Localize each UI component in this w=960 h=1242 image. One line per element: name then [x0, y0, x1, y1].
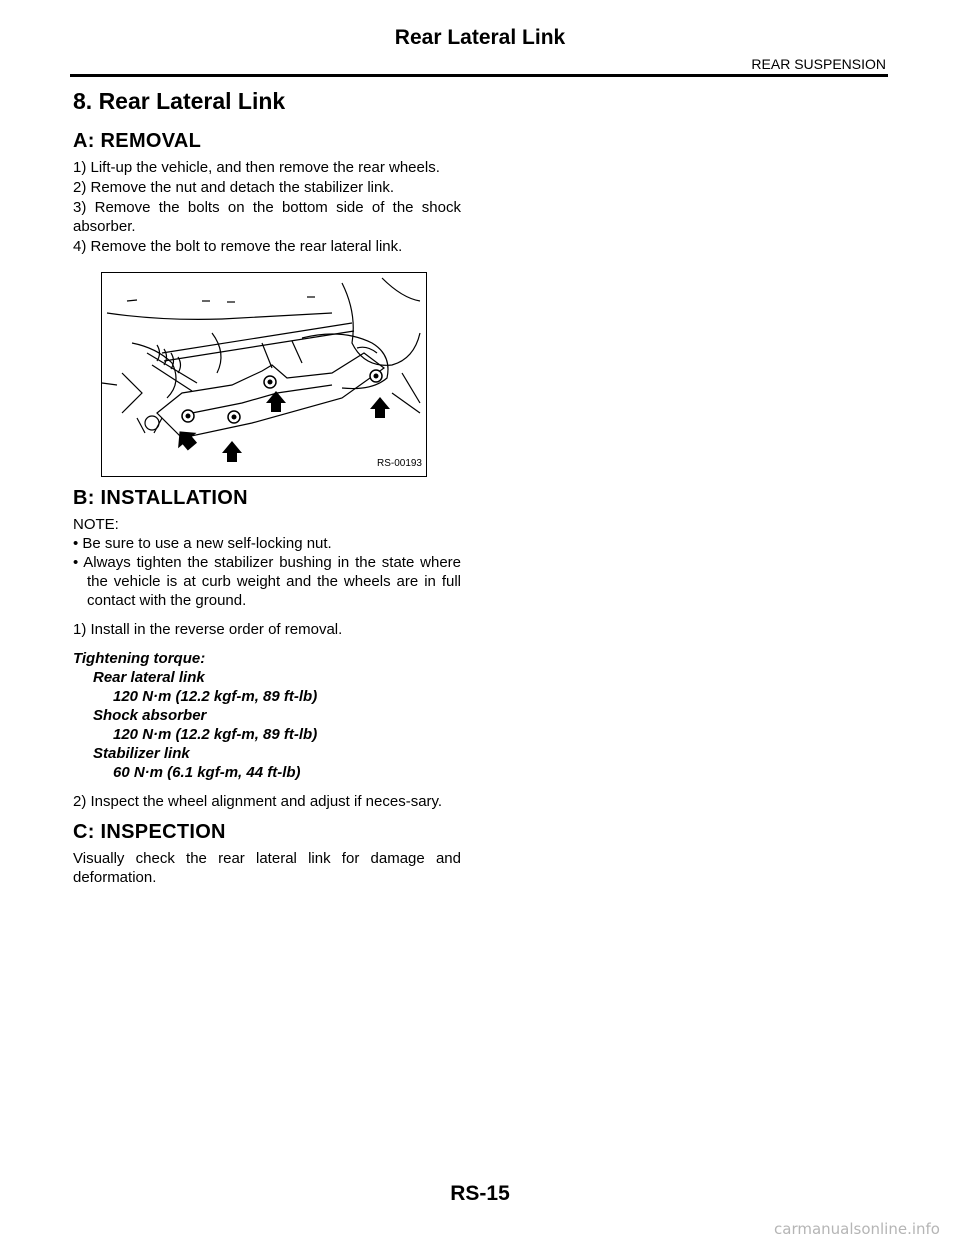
installation-step-1: 1) Install in the reverse order of removal. [73, 621, 343, 638]
removal-step-1: 1) Lift-up the vehicle, and then remove the rear wheels. [73, 159, 440, 176]
installation-heading: B: INSTALLATION [73, 487, 248, 509]
torque-part-3: Stabilizer link [93, 745, 190, 762]
page-number: RS-15 [450, 1182, 510, 1205]
installation-step-2: 2) Inspect the wheel alignment and adjust if neces-sary. [73, 793, 443, 810]
page-header-section: REAR SUSPENSION [751, 56, 886, 72]
header-rule [70, 74, 888, 77]
section-title: 8. Rear Lateral Link [73, 88, 286, 114]
content-column [73, 86, 461, 887]
torque-value-2: 120 N·m (12.2 kgf-m, 89 ft-lb) [113, 726, 318, 743]
site-watermark[interactable]: carmanualsonline.info [774, 1220, 940, 1238]
figure-code: RS-00193 [376, 458, 422, 469]
page-header-title: Rear Lateral Link [394, 26, 566, 49]
torque-value-3: 60 N·m (6.1 kgf-m, 44 ft-lb) [113, 764, 301, 781]
removal-step-2: 2) Remove the nut and detach the stabilizer link. [73, 179, 395, 196]
removal-step-4: 4) Remove the bolt to remove the rear lateral link. [73, 238, 403, 255]
inspection-heading: C: INSPECTION [73, 821, 226, 843]
note-label: NOTE: [73, 516, 119, 533]
torque-value-1: 120 N·m (12.2 kgf-m, 89 ft-lb) [113, 688, 318, 705]
lateral-link-illustration [101, 272, 427, 477]
note-item-2: • Always tighten the stabilizer bushing in the state where the vehicle is at curb weight and the wheels are in full contact with the ground. [73, 554, 461, 609]
note-item-1: • Be sure to use a new self-locking nut. [73, 535, 332, 552]
inspection-text: Visually check the rear lateral link for damage and deformation. [73, 850, 461, 886]
removal-step-3: 3) Remove the bolts on the bottom side of the shock absorber. [73, 199, 461, 235]
torque-part-1: Rear lateral link [93, 669, 205, 686]
torque-part-2: Shock absorber [93, 707, 207, 724]
removal-heading: A: REMOVAL [73, 130, 202, 152]
torque-heading: Tightening torque: [73, 650, 206, 667]
suspension-drawing [102, 273, 426, 476]
